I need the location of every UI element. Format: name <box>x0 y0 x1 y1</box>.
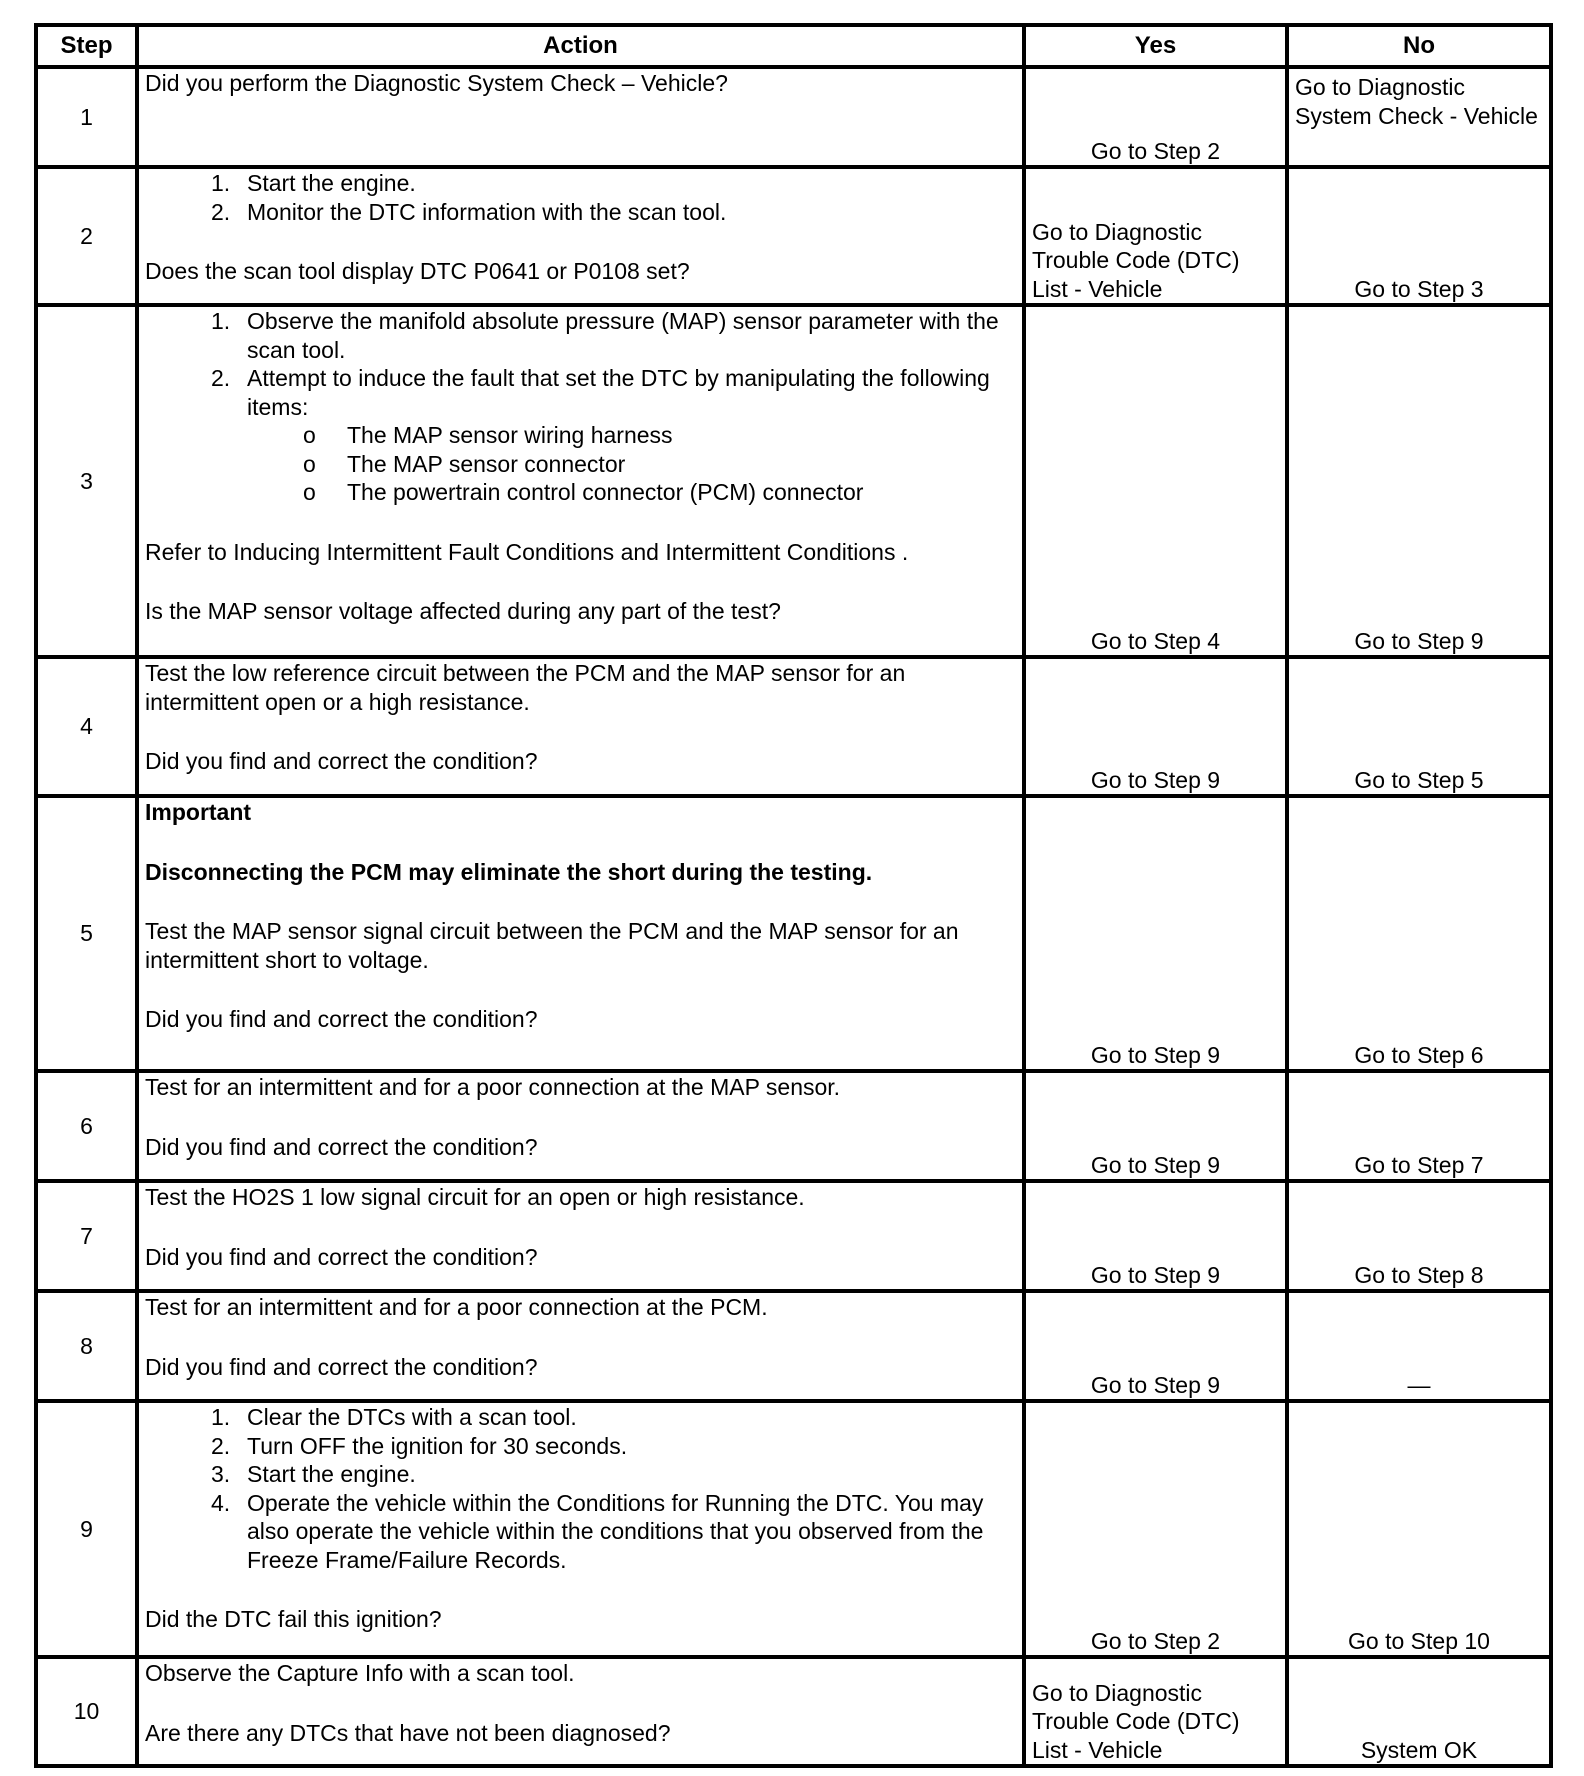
yes-cell: Go to Diagnostic Trouble Code (DTC) List - Vehicle <box>1024 167 1287 305</box>
yes-cell: Go to Diagnostic Trouble Code (DTC) List - Vehicle <box>1024 1657 1287 1766</box>
yes-cell: Go to Step 9 <box>1024 1071 1287 1181</box>
action-cell <box>137 1181 1024 1291</box>
table-row <box>36 305 1551 657</box>
question-text: Did the DTC fail this ignition? <box>145 1606 442 1632</box>
no-cell: System OK <box>1287 1657 1551 1766</box>
yes-cell: Go to Step 9 <box>1024 657 1287 796</box>
no-cell: Go to Step 8 <box>1287 1181 1551 1291</box>
yes-cell: Go to Step 2 <box>1024 67 1287 167</box>
step-number: 3 <box>36 305 137 657</box>
action-cell <box>137 305 1024 657</box>
step-number: 9 <box>36 1401 137 1657</box>
action-cell <box>137 1401 1024 1657</box>
step-number: 10 <box>36 1657 137 1766</box>
important-text: Disconnecting the PCM may eliminate the short during the testing. <box>145 858 873 885</box>
instruction-list <box>145 307 1016 421</box>
question-text: Did you find and correct the condition? <box>145 1006 538 1032</box>
list-item: 2. Attempt to induce the fault that set the DTC by manipulating the following items: <box>211 365 990 420</box>
action-cell <box>137 1291 1024 1401</box>
no-cell: Go to Step 5 <box>1287 657 1551 796</box>
action-cell <box>137 167 1024 305</box>
no-cell: Go to Step 9 <box>1287 305 1551 657</box>
header-row <box>36 25 1551 67</box>
no-cell: Go to Step 3 <box>1287 167 1551 305</box>
instruction-list <box>145 169 1016 226</box>
step-number: 5 <box>36 796 137 1071</box>
step-number: 8 <box>36 1291 137 1401</box>
yes-cell: Go to Step 9 <box>1024 1291 1287 1401</box>
question-text: Did you find and correct the condition? <box>145 748 538 774</box>
header-step: Step <box>36 25 137 67</box>
step-number: 1 <box>36 67 137 167</box>
question-text: Are there any DTCs that have not been diagnosed? <box>145 1719 671 1746</box>
question-text: Did you find and correct the condition? <box>145 1243 538 1270</box>
instruction-list <box>145 1403 1016 1574</box>
no-cell: Go to Step 10 <box>1287 1401 1551 1657</box>
table-row <box>36 1657 1551 1766</box>
sub-list-item: o The powertrain control connector (PCM) connector <box>303 479 864 505</box>
action-cell <box>137 1657 1024 1766</box>
question-text: Did you find and correct the condition? <box>145 1133 538 1160</box>
refer-text: Refer to Inducing Intermittent Fault Conditions and Intermittent Conditions . <box>145 538 909 565</box>
table-row <box>36 657 1551 796</box>
step-number: 2 <box>36 167 137 305</box>
list-item: 2. Turn OFF the ignition for 30 seconds. <box>211 1432 628 1459</box>
diagnostic-table <box>34 23 1553 1768</box>
question-text: Does the scan tool display DTC P0641 or P0108 set? <box>145 258 690 284</box>
table-row <box>36 1071 1551 1181</box>
sub-list-item: o The MAP sensor wiring harness <box>303 422 673 448</box>
table-row <box>36 1291 1551 1401</box>
action-cell <box>137 67 1024 167</box>
question-text: Did you find and correct the condition? <box>145 1353 538 1380</box>
yes-cell: Go to Step 9 <box>1024 796 1287 1071</box>
list-item: 3. Start the engine. <box>211 1461 416 1487</box>
action-text: Test the low reference circuit between the PCM and the MAP sensor for an intermittent open or a high resistance. <box>145 660 906 715</box>
list-item: 1. Observe the manifold absolute pressure (MAP) sensor parameter with the scan tool. <box>211 308 999 363</box>
sub-list <box>145 421 1016 507</box>
no-cell: Go to Step 7 <box>1287 1071 1551 1181</box>
header-no: No <box>1287 25 1551 67</box>
table-row <box>36 167 1551 305</box>
step-number: 4 <box>36 657 137 796</box>
step-number: 6 <box>36 1071 137 1181</box>
yes-cell: Go to Step 4 <box>1024 305 1287 657</box>
no-cell: Go to Step 6 <box>1287 796 1551 1071</box>
no-cell: Go to Diagnostic System Check - Vehicle <box>1287 67 1551 167</box>
header-yes: Yes <box>1024 25 1287 67</box>
table-row <box>36 1401 1551 1657</box>
action-cell <box>137 1071 1024 1181</box>
yes-cell: Go to Step 9 <box>1024 1181 1287 1291</box>
question-text: Did you perform the Diagnostic System Check – Vehicle? <box>145 70 728 96</box>
yes-cell: Go to Step 2 <box>1024 1401 1287 1657</box>
list-item: 2. Monitor the DTC information with the scan tool. <box>211 198 727 225</box>
action-text: Observe the Capture Info with a scan tool. <box>145 1660 575 1686</box>
sub-list-item: o The MAP sensor connector <box>303 450 626 477</box>
table-row <box>36 796 1551 1071</box>
action-text: Test the HO2S 1 low signal circuit for an open or high resistance. <box>145 1184 805 1210</box>
step-number: 7 <box>36 1181 137 1291</box>
action-text: Test the MAP sensor signal circuit between the PCM and the MAP sensor for an intermittent short to voltage. <box>145 918 959 973</box>
header-action: Action <box>137 25 1024 67</box>
table-row <box>36 67 1551 167</box>
action-text: Test for an intermittent and for a poor connection at the PCM. <box>145 1294 768 1320</box>
action-cell <box>137 657 1024 796</box>
list-item: 4. Operate the vehicle within the Conditions for Running the DTC. You may also operate the vehicle within the conditions that you observed from the Freeze Frame/Failure Records. <box>211 1489 984 1573</box>
list-item: 1. Clear the DTCs with a scan tool. <box>211 1404 577 1430</box>
action-cell <box>137 796 1024 1071</box>
action-text: Test for an intermittent and for a poor connection at the MAP sensor. <box>145 1074 841 1100</box>
question-text: Is the MAP sensor voltage affected during any part of the test? <box>145 598 781 624</box>
important-heading: Important <box>145 799 252 825</box>
no-cell: — <box>1287 1291 1551 1401</box>
list-item: 1. Start the engine. <box>211 170 416 196</box>
table-row <box>36 1181 1551 1291</box>
